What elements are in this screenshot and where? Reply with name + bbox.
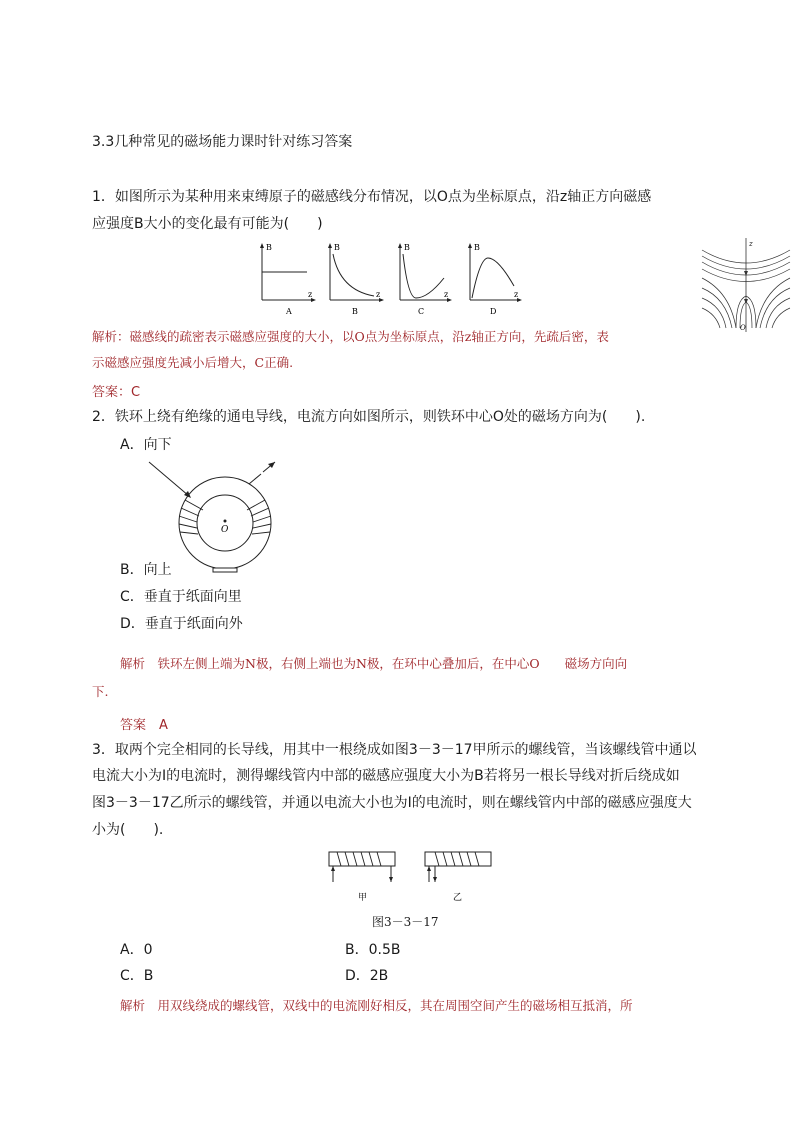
- q3-figure-caption: 图3－3－17: [372, 915, 439, 929]
- q2-option-b: B．向上: [120, 562, 172, 578]
- page-title: 3.3几种常见的磁场能力课时针对练习答案: [92, 134, 353, 150]
- graph-b-label: B: [352, 307, 358, 316]
- field-z-label: z: [749, 240, 753, 248]
- q1-option-graphs: [252, 240, 532, 320]
- q1-solution-line2: 示磁感应强度先减小后增大，C正确.: [92, 355, 294, 370]
- graph-c-y-label: B: [404, 243, 410, 252]
- q1-solution-line1: 解析：磁感线的疏密表示磁感应强度的大小，以O点为坐标原点，沿z轴正方向，先疏后密，表: [92, 329, 609, 344]
- q2-option-d: D．垂直于纸面向外: [120, 616, 243, 632]
- q1-field-line-figure: [700, 236, 792, 334]
- graph-c-x-label: z: [444, 290, 449, 299]
- q3-option-c: C．B: [120, 968, 154, 984]
- q2-option-c: C．垂直于纸面向里: [120, 589, 242, 605]
- solenoid-jia: [329, 852, 395, 903]
- graph-d-x-label: z: [514, 290, 519, 299]
- graph-a-y-label: B: [266, 243, 272, 252]
- q2-solution-line2: 下.: [92, 684, 109, 699]
- graph-c: [398, 243, 452, 316]
- q2-answer: 答案 A: [120, 718, 168, 733]
- q1-answer: 答案：C: [92, 385, 141, 400]
- graph-d: [468, 243, 522, 316]
- q3-stem-line3: 图3－3－17乙所示的螺线管，并通以电流大小也为I的电流时，则在螺线管内中部的磁感应强度大: [92, 795, 692, 811]
- q3-option-d: D．2B: [345, 968, 389, 984]
- field-o-label: O: [740, 324, 746, 332]
- q3-stem-line1: 3．取两个完全相同的长导线，用其中一根绕成如图3－3－17甲所示的螺线管，当该螺线管中通以: [92, 742, 697, 758]
- graph-d-label: D: [490, 307, 497, 316]
- solenoid-yi: [425, 852, 491, 903]
- q1-stem-line2: 应强度B大小的变化最有可能为( ): [92, 216, 323, 232]
- q1-stem-line1: 1．如图所示为某种用来束缚原子的磁感线分布情况，以O点为坐标原点，沿z轴正方向磁感: [92, 189, 652, 205]
- q3-solenoid-figure: [325, 848, 495, 906]
- q2-solution-line1: 解析 铁环左侧上端为N极，右侧上端也为N极，在环中心叠加后，在中心O 磁场方向向: [120, 656, 628, 671]
- q3-option-a: A．0: [120, 942, 153, 958]
- q3-stem-line2: 电流大小为I的电流时，测得螺线管内中部的磁感应强度大小为B若将另一根长导线对折后绕成如: [92, 768, 680, 784]
- label-jia: 甲: [358, 893, 368, 903]
- q2-option-a: A．向下: [120, 437, 172, 453]
- graph-a-x-label: z: [308, 290, 313, 299]
- q3-option-b: B．0.5B: [345, 942, 401, 958]
- graph-a-label: A: [286, 307, 292, 316]
- graph-a: [260, 243, 316, 316]
- graph-d-y-label: B: [474, 243, 480, 252]
- graph-b-y-label: B: [334, 243, 340, 252]
- q2-iron-ring-figure: [145, 458, 280, 573]
- graph-b-x-label: z: [376, 290, 381, 299]
- graph-c-label: C: [418, 307, 425, 316]
- q2-stem: 2．铁环上绕有绝缘的通电导线，电流方向如图所示，则铁环中心O处的磁场方向为( ).: [92, 409, 646, 425]
- graph-b: [328, 243, 384, 316]
- ring-center-label: O: [221, 525, 229, 535]
- q3-stem-line4: 小为( ).: [92, 822, 164, 838]
- label-yi: 乙: [453, 893, 463, 903]
- q3-solution: 解析 用双线绕成的螺线管，双线中的电流刚好相反，其在周围空间产生的磁场相互抵消，所: [120, 998, 633, 1013]
